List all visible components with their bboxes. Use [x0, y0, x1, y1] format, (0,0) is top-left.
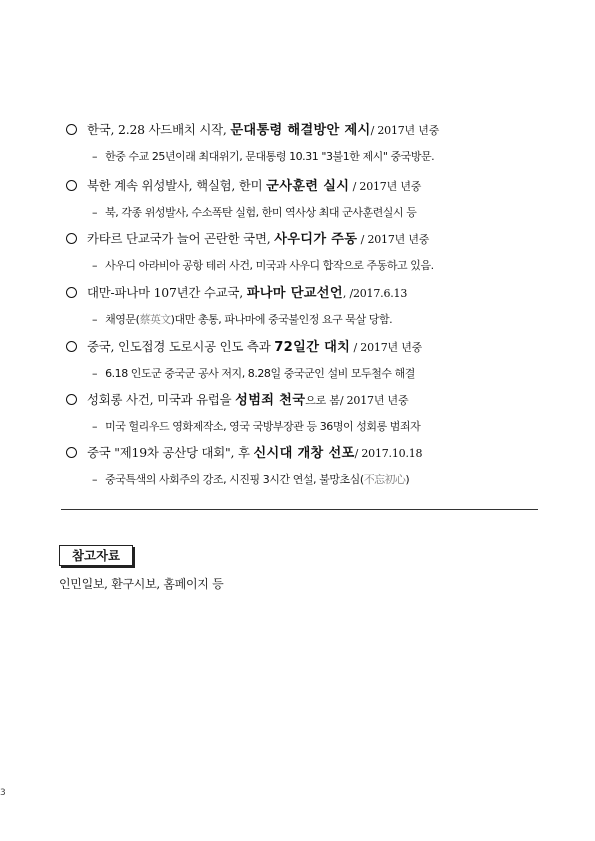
list-item — [0, 283, 595, 341]
item-main-text: 대만-파나마 107년간 수교국, — [87, 285, 247, 300]
item-date: 으로 봄/ 2017년 년중 — [305, 394, 409, 407]
circle-bullet-icon — [66, 394, 77, 405]
list-item — [0, 390, 595, 448]
item-main-line — [66, 229, 429, 250]
page-number: 3 — [0, 788, 6, 798]
item-highlight: 성범죄 천국 — [235, 393, 306, 408]
dash-marker: – — [92, 420, 98, 433]
item-main-text: 한국, 2.28 사드배치 시작, — [87, 122, 231, 137]
item-detail-hanja: 不忘初心 — [363, 473, 406, 486]
item-date: / 2017년 년중 — [349, 180, 422, 193]
reference-text: 인민일보, 환구시보, 홈페이지 등 — [59, 577, 224, 591]
circle-bullet-icon — [66, 447, 77, 458]
dash-marker: – — [92, 259, 98, 272]
item-date: / 2017년 년중 — [357, 233, 430, 246]
item-detail-text-end: ) — [405, 473, 410, 486]
dash-marker: – — [92, 473, 98, 486]
list-item — [0, 120, 595, 178]
list-item — [0, 337, 595, 395]
item-detail-text: 채영문( — [105, 313, 140, 326]
dash-marker: – — [92, 206, 98, 219]
item-detail-line — [92, 471, 409, 489]
item-main-line — [66, 443, 422, 464]
list-item — [0, 176, 595, 234]
list-item — [0, 229, 595, 287]
item-main-line — [66, 120, 439, 141]
dash-marker: – — [92, 313, 98, 326]
item-highlight: 군사훈련 실시 — [266, 179, 350, 194]
section-divider — [61, 509, 538, 510]
item-date: / 2017년 년중 — [370, 124, 440, 137]
item-highlight: 신시대 개창 선포 — [253, 446, 355, 461]
item-main-text: 중국 "제19차 공산당 대회", 후 — [87, 445, 254, 460]
item-detail-line — [92, 311, 392, 329]
item-detail-text-end: )대만 총통, 파나마에 중국불인정 요구 묵살 당함. — [170, 313, 393, 326]
item-main-text: 성회롱 사건, 미국과 유럽을 — [87, 392, 236, 407]
item-detail-line — [92, 204, 416, 222]
item-main-text: 카타르 단교국가 늘어 곤란한 국면, — [87, 231, 275, 246]
item-detail-text: 6.18 인도군 중국군 공사 저지, 8.28일 중국군인 설비 모두철수 해결 — [105, 367, 415, 380]
item-detail-text: 북, 각종 위성발사, 수소폭탄 실험, 한미 역사상 최대 군사훈련실시 등 — [105, 206, 417, 219]
item-highlight: 사우디가 주동 — [274, 232, 358, 247]
item-detail-text: 사우디 아라비아 공항 테러 사건, 미국과 사우디 합작으로 주동하고 있음. — [105, 259, 434, 272]
item-detail-line — [92, 148, 434, 166]
item-detail-line — [92, 418, 420, 436]
item-highlight: 문대통령 해결방안 제시 — [230, 123, 371, 138]
item-main-line — [66, 337, 422, 358]
item-detail-text: 중국특색의 사회주의 강조, 시진핑 3시간 연설, 불망초심( — [105, 473, 364, 486]
item-main-text: 북한 계속 위성발사, 핵실험, 한미 — [87, 178, 267, 193]
circle-bullet-icon — [66, 287, 77, 298]
dash-marker: – — [92, 150, 98, 163]
reference-label: 참고자료 — [59, 545, 133, 566]
item-date: / 2017년 년중 — [350, 341, 423, 354]
item-highlight: 파나마 단교선언 — [246, 286, 343, 301]
item-date: / 2017.10.18 — [354, 447, 423, 460]
item-main-line — [66, 283, 407, 304]
dash-marker: – — [92, 367, 98, 380]
item-date: , /2017.6.13 — [342, 287, 408, 300]
item-detail-text: 미국 헐리우드 영화제작소, 영국 국방부장관 등 36명이 성회롱 범죄자 — [105, 420, 421, 433]
circle-bullet-icon — [66, 124, 77, 135]
item-detail-line — [92, 365, 415, 383]
item-main-text: 중국, 인도접경 도로시공 인도 측과 — [87, 339, 275, 354]
circle-bullet-icon — [66, 233, 77, 244]
item-detail-line — [92, 257, 434, 275]
item-main-line — [66, 390, 408, 411]
list-item — [0, 443, 595, 501]
circle-bullet-icon — [66, 180, 77, 191]
item-main-line — [66, 176, 421, 197]
item-highlight: 72일간 대치 — [274, 340, 351, 355]
item-detail-text: 한중 수교 25년이래 최대위기, 문대통령 10.31 "3불1한 제시" 중국방문. — [105, 150, 435, 163]
item-detail-hanja: 蔡英文 — [139, 313, 171, 326]
circle-bullet-icon — [66, 341, 77, 352]
